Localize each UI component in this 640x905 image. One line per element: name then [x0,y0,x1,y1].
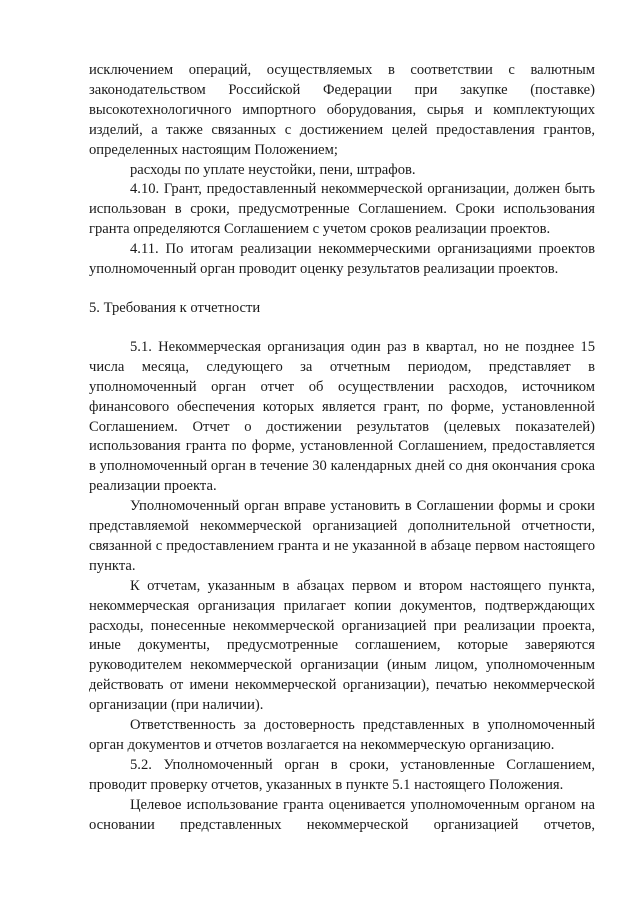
paragraph-penalty-expenses: расходы по уплате неустойки, пени, штрафов. [130,161,416,178]
paragraph-4-11: 4.11. По итогам реализации некоммерческими организациями проектов уполномоченный орган проводит оценку результатов реализации проектов. [89,241,595,278]
paragraph-report-attachments: К отчетам, указанным в абзацах первом и втором настоящего пункта, некоммерческая организация прилагает копии документов, подтверждающих расходы, понесенные некоммерческой организацией при реализации проекта, иные документы, предусмотренные соглашением, которые заверяются руководителем некоммерческой организации (иным лицом, уполномоченным действовать от имени некоммерческой организации), печатью некоммерческой организации (при наличии). [89,577,595,714]
paragraph-5-2: 5.2. Уполномоченный орган в сроки, установленные Соглашением, проводит проверку отчетов, указанных в пункте 5.1 настоящего Положения. [89,756,595,793]
paragraph-target-use: Целевое использование гранта оценивается уполномоченным органом на основании представленных некоммерческой организацией отчетов, [89,796,595,833]
paragraph-5-1: 5.1. Некоммерческая организация один раз в квартал, но не позднее 15 числа месяца, следующего за отчетным периодом, представляет в уполномоченный орган отчет об осуществлении расходов, источником финансового обеспечения которых является грант, по форме, установленной Соглашением. Отчет о достижении результатов (целевых показателей) использования гранта по форме, установленной Соглашением, предоставляется в уполномоченный орган в течение 30 календарных дней со дня окончания срока реализации проекта. [89,338,595,495]
paragraph-additional-reporting: Уполномоченный орган вправе установить в Соглашении формы и сроки представляемой некоммерческой организацией дополнительной отчетности, связанной с предоставлением гранта и не указанной в абзаце первом настоящего пункта. [89,498,595,574]
document-page [89,61,595,836]
section-heading: 5. Требования к отчетности [89,299,261,316]
paragraph-continuation: исключением операций, осуществляемых в соответствии с валютным законодательством Российской Федерации при закупке (поставке) высокотехнологичного импортного оборудования, сырья и комплектующих изделий, а также связанных с достижением целей предоставления грантов, определенных настоящим Положением; [89,62,595,158]
paragraph-responsibility: Ответственность за достоверность представленных в уполномоченный орган документов и отчетов возлагается на некоммерческую организацию. [89,717,595,753]
paragraph-4-10: 4.10. Грант, предоставленный некоммерческой организации, должен быть использован в сроки, предусмотренные Соглашением. Сроки использования гранта определяются Соглашением с учетом сроков реализации проектов. [89,181,595,238]
